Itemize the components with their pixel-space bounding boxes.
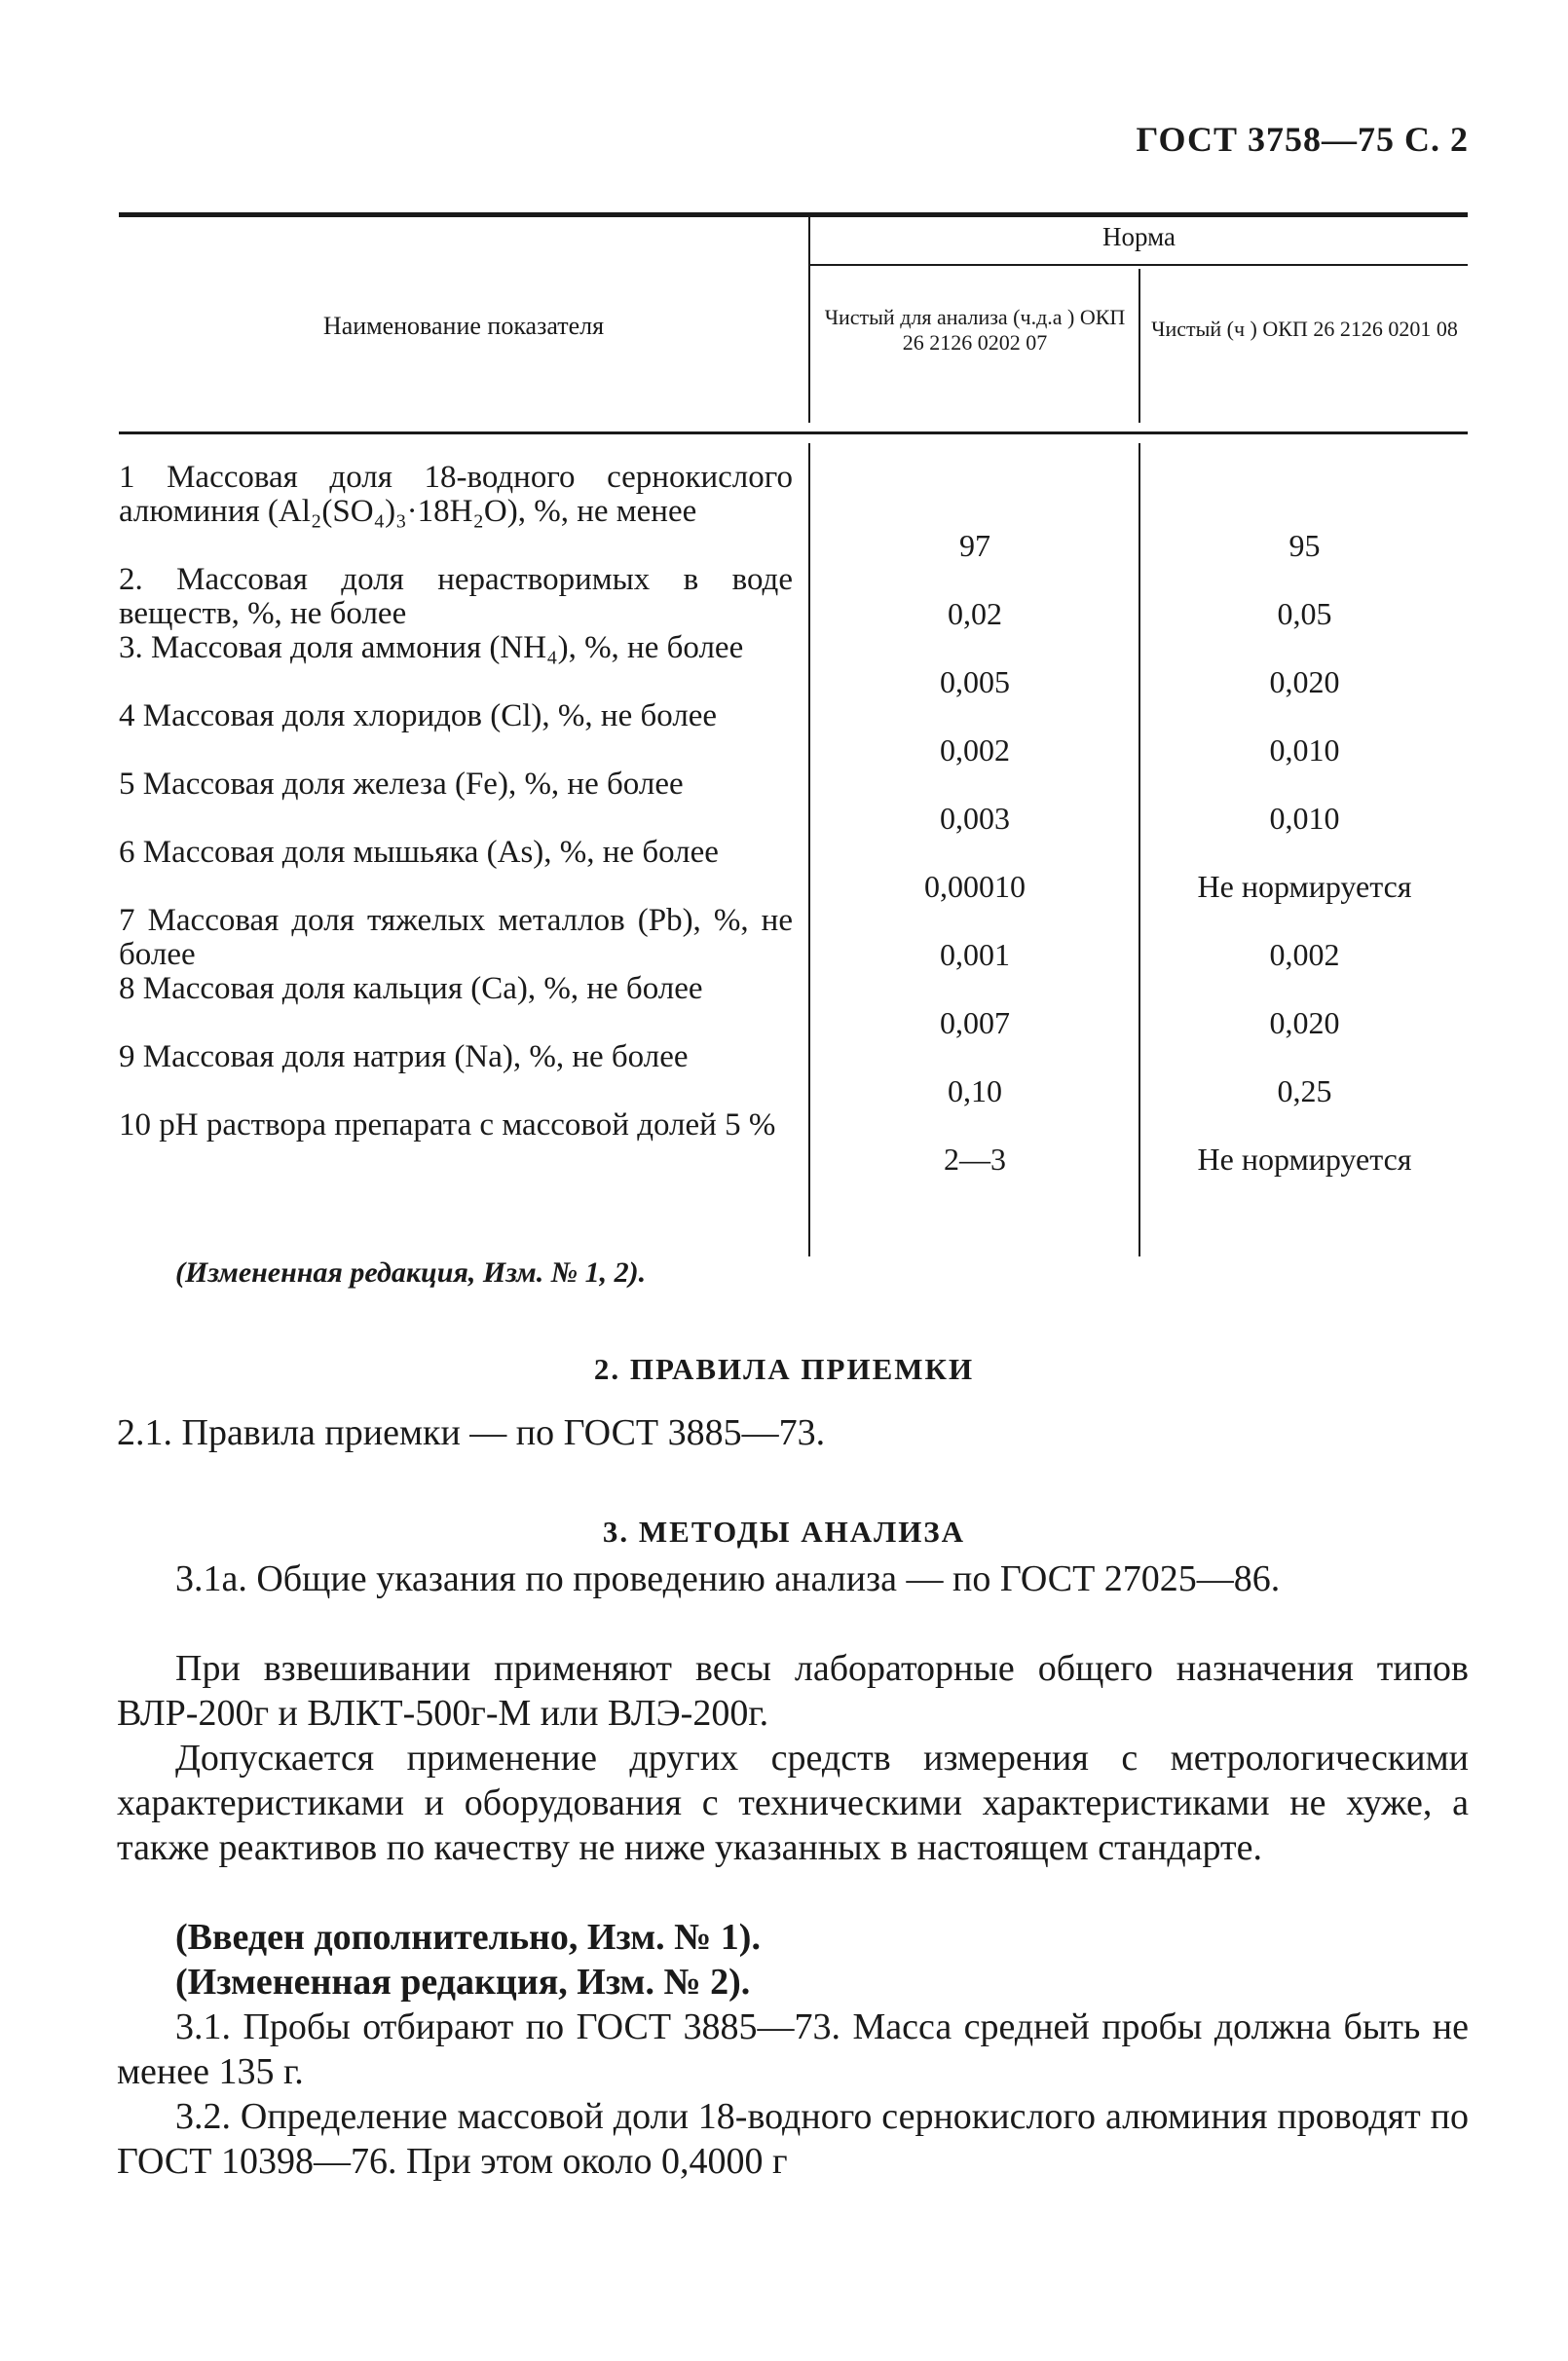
paragraph-other-means: Допускается применение других средств измерения с метрологическими характеристиками и оборудования с техническими характеристиками не хуже, а также реактивов по качеству не ниже указанных в настоящем стандарте. [117,1738,1469,1868]
indicator-name: 7 Массовая доля тяжелых металлов (Pb), %, не более [119,903,793,972]
paragraph-3-1: 3.1. Пробы отбирают по ГОСТ 3885—73. Масса средней пробы должна быть не менее 135 г. [117,2006,1469,2092]
column-header-pure: Чистый (ч ) ОКП 26 2126 0201 08 [1151,317,1458,341]
norm-pure: 95 [1288,528,1321,563]
paragraph-3-1a: 3.1а. Общие указания по проведению анализа — по ГОСТ 27025—86. [175,1558,1281,1599]
table-top-rule [119,212,1468,217]
norm-pure: 0,020 [1269,664,1340,699]
norm-pure: Не нормируется [1197,869,1412,904]
norm-pure-analysis: 0,10 [948,1073,1002,1108]
norm-pure-analysis: 0,007 [940,1005,1010,1040]
column-divider [1139,269,1140,423]
section-3-title: 3. МЕТОДЫ АНАЛИЗА [602,1515,966,1549]
column-header-name: Наименование показателя [322,312,605,340]
indicator-name: 8 Массовая доля кальция (Ca), %, не более [119,971,703,1006]
column-divider [1139,443,1140,1256]
specification-table [119,205,1468,1256]
section-2-title: 2. ПРАВИЛА ПРИЕМКИ [593,1352,975,1386]
norm-pure-analysis: 97 [959,528,990,563]
indicator-name: 9 Массовая доля натрия (Na), %, не более [119,1039,689,1074]
norm-pure: 0,010 [1269,732,1340,768]
norm-pure-analysis: 0,02 [948,596,1002,631]
column-divider [808,443,810,1256]
norm-pure: 0,25 [1277,1073,1332,1108]
norm-header-rule [810,264,1468,266]
norm-pure: Не нормируется [1197,1142,1412,1177]
column-header-norm: Норма [1102,222,1176,251]
table-header-rule [119,431,1468,434]
indicator-name: 10 pH раствора препарата с массовой долей 5 % [119,1107,776,1143]
amendment-changed: (Измененная редакция, Изм. № 2). [175,1962,751,2003]
norm-pure-analysis: 0,002 [940,732,1010,768]
norm-pure: 0,010 [1269,801,1340,836]
norm-pure-analysis: 0,00010 [924,869,1026,904]
amendment-added: (Введен дополнительно, Изм. № 1). [175,1917,761,1958]
norm-pure-analysis: 0,003 [940,801,1010,836]
indicator-name: 5 Массовая доля железа (Fe), %, не более [119,767,684,802]
table-amendment-note: (Измененная редакция, Изм. № 1, 2). [175,1256,647,1289]
column-header-pure-analysis: Чистый для анализа (ч.д.а ) ОКП 26 2126 0202 07 [824,305,1126,355]
indicator-name: 2. Массовая доля нерастворимых в воде веществ, %, не более [119,562,793,631]
page-header: ГОСТ 3758—75 С. 2 [1136,120,1469,159]
norm-pure-analysis: 0,005 [940,664,1010,699]
norm-pure: 0,020 [1269,1005,1340,1040]
paragraph-scales: При взвешивании применяют весы лабораторные общего назначения типов ВЛР-200г и ВЛКТ-500г-М или ВЛЭ-200г. [117,1648,1469,1734]
norm-pure: 0,002 [1269,937,1340,972]
indicator-name: 6 Массовая доля мышьяка (As), %, не более [119,835,719,870]
norm-pure: 0,05 [1277,596,1332,631]
norm-pure-analysis: 0,001 [940,937,1010,972]
norm-pure-analysis: 2—3 [944,1142,1006,1177]
paragraph-2-1: 2.1. Правила приемки — по ГОСТ 3885—73. [117,1412,826,1453]
indicator-name: 1 Массовая доля 18-водного сернокислого алюминия (Al₂(SO₄)₃·18H₂O), %, не менее [119,460,793,529]
paragraph-3-2: 3.2. Определение массовой доли 18-водного сернокислого алюминия проводят по ГОСТ 10398—76. При этом около 0,4000 г [117,2096,1469,2182]
indicator-name: 4 Массовая доля хлоридов (Cl), %, не более [119,698,718,733]
indicator-name: 3. Массовая доля аммония (NH₄), %, не более [119,630,744,665]
